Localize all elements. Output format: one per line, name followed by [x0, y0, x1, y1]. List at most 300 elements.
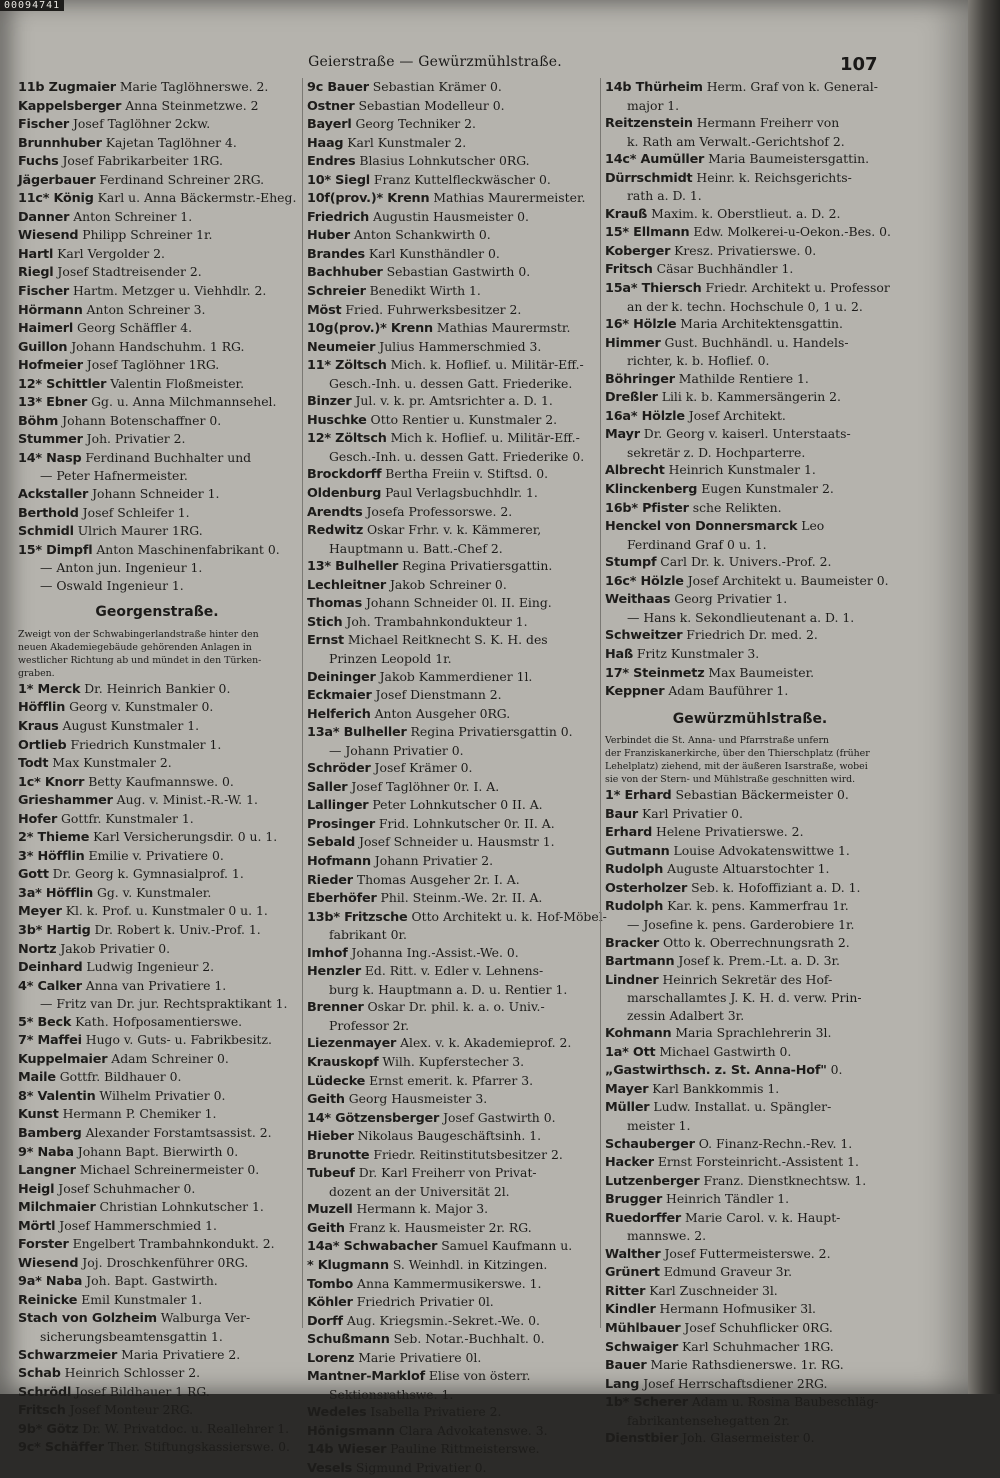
entry-details: Fried. Fuhrwerksbesitzer 2. — [341, 301, 522, 317]
entry-details: Phil. Steinm.-We. 2r. II. A. — [376, 890, 543, 906]
directory-entry — [18, 1438, 296, 1457]
entry-continuation — [307, 742, 599, 760]
entry-details: Josef Architekt. — [684, 407, 786, 423]
entry-name: Bartmann — [605, 954, 675, 970]
directory-entry — [18, 208, 296, 227]
directory-entry — [18, 1124, 296, 1143]
entry-details: Georg v. Kunstmaler 0. — [65, 699, 214, 715]
entry-details: Jakob Schreiner 0. — [386, 576, 507, 592]
entry-details: Anton Schreiner 3. — [82, 301, 206, 317]
entry-name: Neumeier — [307, 339, 376, 355]
directory-entry — [307, 1459, 599, 1478]
entry-details: Anna van Privatiere 1. — [81, 977, 227, 993]
directory-entry — [18, 865, 296, 884]
entry-name: Reinicke — [18, 1292, 78, 1308]
entry-name: 17* Steinmetz — [605, 665, 705, 681]
directory-entry — [307, 871, 599, 890]
entry-name: 12* Zöltsch — [307, 431, 387, 447]
entry-name: Kunst — [18, 1107, 59, 1123]
entry-details: Max Kunstmaler 2. — [48, 755, 172, 771]
directory-entry — [605, 114, 895, 133]
entry-name: 7* Maffei — [18, 1033, 82, 1049]
entry-details: Joh. Bapt. Gastwirth. — [82, 1273, 218, 1289]
directory-entry — [307, 723, 599, 742]
entry-name: 16* Hölzle — [605, 317, 677, 333]
entry-details: Johann Schneider 0l. II. Eing. — [362, 595, 552, 611]
directory-entry — [18, 245, 296, 264]
directory-entry — [605, 860, 895, 879]
entry-details: Ed. Ritt. v. Edler v. Lehnens- — [360, 963, 544, 979]
entry-name: Vesels — [307, 1461, 352, 1477]
entry-name: Mörtl — [18, 1218, 56, 1234]
entry-name: Reitzenstein — [605, 116, 693, 132]
directory-entry — [605, 553, 895, 572]
entry-continuation — [307, 1183, 599, 1201]
directory-entry — [18, 847, 296, 866]
entry-details: — Anton jun. Ingenieur 1. — [40, 560, 203, 576]
entry-details: Regina Privatiersgattin. — [398, 558, 553, 574]
entry-name: Schröder — [307, 761, 371, 777]
entry-details: meister 1. — [627, 1117, 691, 1133]
directory-entry — [307, 1256, 599, 1275]
entry-details: Heinr. k. Reichsgerichts- — [692, 169, 852, 185]
entry-details: August Kunstmaler 1. — [58, 717, 200, 733]
entry-details: Philipp Schreiner 1r. — [78, 227, 213, 243]
directory-entry — [18, 958, 296, 977]
entry-details: Aug. v. Minist.-R.-W. 1. — [112, 792, 258, 808]
entry-details: Blasius Lohnkutscher 0RG. — [355, 153, 530, 169]
entry-name: Heigl — [18, 1181, 55, 1197]
entry-name: 14b Thürheim — [605, 80, 703, 95]
entry-continuation — [18, 577, 296, 595]
directory-entry — [307, 705, 599, 724]
entry-details: Mich. k. Hoflief. u. Militär-Eff.- — [386, 357, 584, 373]
directory-entry — [605, 786, 895, 805]
entry-name: Schweitzer — [605, 628, 683, 644]
entry-details: Sigmund Privatier 0. — [351, 1460, 487, 1476]
entry-details: Otto k. Oberrechnungsrath 2. — [659, 934, 850, 950]
entry-name: Brunotte — [307, 1147, 370, 1163]
entry-details: Josef Krämer 0. — [370, 760, 473, 776]
directory-entry — [18, 134, 296, 153]
entry-name: Guillon — [18, 339, 68, 355]
entry-continuation — [307, 448, 599, 466]
entry-details: Josef Taglöhner 2ckw. — [69, 116, 211, 132]
entry-details: Gg. u. Anna Milchmannsehel. — [87, 394, 277, 410]
entry-name: Lang — [605, 1376, 640, 1392]
entry-name: 13a* Bulheller — [307, 725, 407, 741]
directory-entry — [307, 338, 599, 357]
entry-name: 9c* Schäffer — [18, 1440, 104, 1456]
entry-name: Hartl — [18, 246, 54, 262]
entry-name: Mayr — [605, 427, 640, 443]
entry-details: Johann Schneider 1. — [88, 486, 220, 502]
entry-name: Dienstbier — [605, 1431, 679, 1447]
directory-entry — [18, 171, 296, 190]
directory-entry — [18, 1420, 296, 1439]
entry-details: Herm. Graf von k. General- — [702, 79, 878, 94]
directory-entry — [605, 1338, 895, 1357]
entry-name: Haß — [605, 646, 633, 662]
entry-name: Henzler — [307, 964, 361, 980]
entry-details: Mathias Maurermstr. — [432, 320, 571, 336]
entry-name: Wiesend — [18, 228, 79, 244]
directory-entry — [307, 889, 599, 908]
entry-name: Gott — [18, 867, 49, 883]
entry-details: Ferdinand Buchhalter und — [81, 449, 252, 465]
entry-name: Lallinger — [307, 798, 369, 814]
entry-details: Georg Hausmeister 3. — [344, 1091, 488, 1107]
directory-entry — [605, 897, 895, 916]
directory-entry — [18, 1068, 296, 1087]
entry-name: Danner — [18, 209, 70, 225]
entry-name: Henckel von Donnersmarck — [605, 519, 798, 535]
entry-continuation — [605, 1007, 895, 1025]
directory-entry — [605, 1429, 895, 1448]
directory-entry — [605, 1024, 895, 1043]
directory-entry — [18, 977, 296, 996]
entry-details: — Oswald Ingenieur 1. — [40, 577, 184, 593]
entry-details: Josef Gastwirth 0. — [439, 1109, 556, 1125]
entry-details: sche Relikten. — [688, 499, 782, 515]
entry-name: Brandes — [307, 246, 365, 262]
entry-continuation — [18, 559, 296, 577]
entry-continuation — [605, 1227, 895, 1245]
entry-details: Joh. Privatier 2. — [82, 431, 186, 447]
entry-details: Josef Stadtreisender 2. — [53, 264, 202, 280]
entry-name: Hönigsmann — [307, 1423, 395, 1439]
directory-entry — [605, 572, 895, 591]
directory-entry — [18, 1143, 296, 1162]
entry-name: Brunnhuber — [18, 135, 102, 151]
directory-entry — [307, 1219, 599, 1238]
directory-entry — [307, 503, 599, 522]
entry-name: 1a* Ott — [605, 1044, 656, 1060]
directory-entry — [307, 152, 599, 171]
entry-details: Fritz Kunstmaler 3. — [632, 645, 760, 661]
directory-entry — [307, 134, 599, 153]
entry-details: — Hans k. Sekondlieutenant a. D. 1. — [627, 609, 855, 625]
entry-details: Georg Privatier 1. — [670, 591, 788, 607]
entry-name: Schußmann — [307, 1332, 390, 1348]
entry-name: 1c* Knorr — [18, 774, 85, 790]
entry-details: Karl Zuschneider 3l. — [645, 1282, 778, 1298]
entry-continuation — [605, 133, 895, 151]
directory-entry — [18, 717, 296, 736]
entry-name: Schrödl — [18, 1384, 72, 1400]
directory-entry — [18, 1217, 296, 1236]
entry-details: Karl Vergolder 2. — [53, 245, 165, 261]
entry-continuation — [605, 97, 895, 115]
entry-details: Sektionsrathswe. 1. — [329, 1386, 454, 1402]
directory-entry — [307, 613, 599, 632]
directory-entry — [18, 902, 296, 921]
directory-entry — [605, 425, 895, 444]
entry-details: Max Baumeister. — [704, 664, 815, 680]
entry-details: zessin Adalbert 3r. — [627, 1007, 745, 1023]
entry-name: Gutmann — [605, 843, 670, 859]
entry-name: Brenner — [307, 1000, 364, 1016]
entry-name: Helferich — [307, 706, 371, 722]
directory-entry — [18, 1161, 296, 1180]
directory-entry — [307, 171, 599, 190]
entry-details: Maria Sprachlehrerin 3l. — [671, 1025, 832, 1041]
directory-entry — [18, 810, 296, 829]
entry-name: Berthold — [18, 505, 79, 521]
directory-entry — [605, 1282, 895, 1301]
directory-entry — [605, 242, 895, 261]
entry-details: Mich k. Hoflief. u. Militär-Eff.- — [386, 430, 580, 446]
entry-details: Kath. Hofposamentierswe. — [71, 1013, 243, 1029]
directory-entry — [605, 205, 895, 224]
entry-details: Kajetan Taglöhner 4. — [101, 134, 237, 150]
entry-details: Maria Baumeistersgattin. — [704, 151, 870, 167]
entry-details: Augustin Hausmeister 0. — [369, 208, 529, 224]
entry-details: Dr. Karl Freiherr von Privat- — [354, 1165, 537, 1181]
directory-entry — [307, 1422, 599, 1441]
entry-details: Ulrich Maurer 1RG. — [73, 523, 203, 539]
entry-details: Josef Monteur 2RG. — [65, 1402, 194, 1418]
directory-entry — [18, 1383, 296, 1402]
section-description: der Franziskanerkirche, über den Thierschplatz (früher — [605, 748, 870, 760]
entry-details: — Peter Hafnermeister. — [40, 468, 188, 484]
entry-details: Thomas Ausgeher 2r. I. A. — [352, 871, 520, 887]
entry-name: Nortz — [18, 941, 57, 957]
entry-details: Bertha Freiin v. Stiftsd. 0. — [381, 466, 549, 482]
entry-name: Mayer — [605, 1081, 649, 1097]
entry-name: Himmer — [605, 335, 661, 351]
directory-entry — [18, 541, 296, 560]
directory-entry — [18, 356, 296, 375]
entry-details: Emilie v. Privatiere 0. — [84, 847, 224, 863]
directory-entry — [605, 461, 895, 480]
entry-name: Rieder — [307, 872, 353, 888]
entry-continuation — [307, 1386, 599, 1404]
directory-entry — [18, 282, 296, 301]
entry-name: Kuppelmaier — [18, 1051, 108, 1067]
entry-details: Marie Taglöhnerswe. 2. — [115, 79, 269, 94]
entry-name: 14c* Aumüller — [605, 152, 705, 168]
entry-continuation — [307, 540, 599, 558]
entry-name: Kraus — [18, 718, 59, 734]
entry-name: 14* Nasp — [18, 450, 82, 466]
entry-details: Johann Privatier 2. — [370, 852, 494, 868]
entry-name: Redwitz — [307, 523, 364, 539]
entry-details: sicherungsbeamtensgattin 1. — [40, 1329, 223, 1344]
entry-name: Hofmann — [307, 853, 371, 869]
section-heading: Georgenstraße. — [95, 604, 219, 621]
directory-entry — [605, 590, 895, 609]
entry-details: Sebastian Bäckermeister 0. — [671, 787, 849, 803]
entry-details: Edw. Molkerei-u-Oekon.-Bes. 0. — [689, 224, 891, 240]
entry-name: Eckmaier — [307, 688, 372, 704]
entry-name: Fischer — [18, 284, 70, 300]
directory-entry — [307, 429, 599, 448]
entry-details: Heinrich Kunstmaler 1. — [664, 462, 816, 478]
entry-details: Professor 2r. — [329, 1017, 410, 1033]
entry-name: Ortlieb — [18, 737, 67, 753]
directory-entry — [18, 1364, 296, 1383]
entry-details: Hauptmann u. Batt.-Chef 2. — [329, 540, 503, 556]
directory-entry — [307, 78, 599, 97]
entry-name: Stumpf — [605, 555, 657, 571]
directory-entry — [605, 480, 895, 499]
entry-details: Ernst emerit. k. Pfarrer 3. — [365, 1072, 534, 1088]
entry-name: 5* Beck — [18, 1014, 72, 1030]
directory-entry — [18, 504, 296, 523]
entry-details: richter, k. b. Hoflief. 0. — [627, 353, 770, 369]
directory-entry — [307, 282, 599, 301]
entry-details: dozent an der Universität 2l. — [329, 1183, 510, 1199]
entry-name: Grieshammer — [18, 793, 113, 809]
entry-name: Schreier — [307, 284, 366, 300]
entry-details: Emil Kunstmaler 1. — [77, 1291, 203, 1307]
entry-name: Fritsch — [605, 262, 653, 278]
directory-entry — [307, 1293, 599, 1312]
directory-entry — [605, 517, 895, 536]
entry-name: Bracker — [605, 935, 660, 951]
directory-entry — [605, 1209, 895, 1228]
directory-entry — [307, 759, 599, 778]
entry-name: Ruedorffer — [605, 1210, 682, 1226]
entry-name: Osterholzer — [605, 880, 688, 896]
entry-details: Josef k. Prem.-Lt. a. D. 3r. — [674, 953, 840, 969]
directory-entry — [307, 1109, 599, 1128]
entry-name: Müller — [605, 1100, 650, 1116]
entry-name: „Gastwirthsch. z. St. Anna-Hof" — [605, 1063, 827, 1079]
directory-entry — [605, 1245, 895, 1264]
scan-id-label: 00094741 — [0, 0, 64, 11]
column-left — [18, 78, 297, 1456]
entry-details: fabrikant 0r. — [329, 927, 407, 943]
directory-entry — [18, 152, 296, 171]
entry-name: Endres — [307, 154, 356, 170]
entry-name: Weithaas — [605, 592, 671, 608]
entry-name: Deininger — [307, 669, 376, 685]
directory-entry — [605, 626, 895, 645]
directory-entry — [307, 301, 599, 320]
entry-name: Koberger — [605, 243, 671, 259]
directory-entry — [18, 393, 296, 412]
entry-name: Langner — [18, 1163, 76, 1179]
entry-details: Maria Privatiere 2. — [117, 1346, 241, 1362]
entry-details: Johann Handschuhm. 1 RG. — [67, 338, 245, 354]
entry-name: Bauer — [605, 1358, 647, 1374]
entry-details: Michael Schreinermeister 0. — [75, 1162, 260, 1178]
directory-entry — [18, 319, 296, 338]
entry-details: Hermann Freiherr von — [692, 115, 840, 131]
entry-continuation — [605, 1412, 895, 1430]
entry-details: Karl u. Anna Bäckermstr.-Eheg. — [93, 190, 297, 206]
entry-continuation — [605, 298, 895, 316]
entry-details: Hermann Hofmusiker 3l. — [655, 1301, 816, 1317]
entry-name: Kappelsberger — [18, 98, 122, 114]
entry-continuation — [605, 352, 895, 370]
entry-details: Cäsar Buchhändler 1. — [652, 261, 794, 277]
directory-entry — [605, 1172, 895, 1191]
entry-details: Prinzen Leopold 1r. — [329, 650, 452, 666]
directory-entry — [605, 842, 895, 861]
entry-details: Anton Maschinenfabrikant 0. — [92, 541, 280, 557]
entry-details: Josef Schleifer 1. — [78, 504, 190, 520]
entry-details: Ludwig Ingenieur 2. — [82, 959, 215, 975]
directory-entry — [18, 485, 296, 504]
directory-entry — [307, 356, 599, 375]
entry-details: Peter Lohnkutscher 0 II. A. — [368, 797, 543, 813]
entry-continuation — [307, 375, 599, 393]
directory-entry — [307, 908, 607, 927]
directory-entry — [605, 334, 895, 353]
column-right — [600, 78, 895, 1447]
entry-name: Schauberger — [605, 1136, 695, 1152]
directory-entry — [605, 1190, 895, 1209]
entry-details: Alexander Forstamtsassist. 2. — [81, 1124, 272, 1140]
entry-details: Samuel Kaufmann u. — [437, 1238, 573, 1254]
entry-details: Benedikt Wirth 1. — [365, 283, 481, 299]
section-description: Zweigt von der Schwabingerlandstraße hinter den — [18, 628, 259, 640]
entry-name: Albrecht — [605, 463, 665, 479]
entry-details: Ferdinand Schreiner 2RG. — [95, 171, 265, 187]
entry-details: Gottfr. Bildhauer 0. — [55, 1069, 182, 1085]
entry-name: Böhm — [18, 413, 59, 429]
entry-name: Grünert — [605, 1265, 660, 1281]
entry-name: 4* Calker — [18, 978, 82, 994]
entry-name: Lüdecke — [307, 1073, 366, 1089]
section-description: neuen Akademiegebäude gehörenden Anlagen in — [18, 641, 252, 653]
directory-entry — [18, 1105, 296, 1124]
directory-entry — [18, 791, 296, 810]
directory-entry — [605, 499, 895, 518]
entry-name: Rudolph — [605, 899, 664, 915]
entry-name: Tombo — [307, 1276, 354, 1292]
entry-name: Brockdorff — [307, 467, 382, 483]
entry-details: Kar. k. pens. Kammerfrau 1r. — [663, 898, 849, 914]
entry-name: 10f(prov.)* Krenn — [307, 191, 430, 207]
entry-name: Lorenz — [307, 1350, 355, 1366]
entry-name: 16c* Hölzle — [605, 573, 684, 589]
entry-details: Josef Schuhmacher 0. — [54, 1180, 196, 1196]
entry-details: Louise Advokatenswittwe 1. — [669, 842, 850, 858]
directory-entry — [605, 805, 895, 824]
entry-name: Fuchs — [18, 154, 59, 170]
entry-details: Karl Kunsthändler 0. — [364, 245, 500, 261]
directory-entry — [18, 449, 296, 468]
entry-details: Sebastian Modelleur 0. — [354, 97, 505, 113]
entry-name: Lechleitner — [307, 577, 386, 593]
entry-details: Joj. Droschkenführer 0RG. — [78, 1254, 249, 1270]
entry-name: Bachhuber — [307, 265, 383, 281]
entry-name: Hieber — [307, 1129, 354, 1145]
entry-name: 16b* Pfister — [605, 500, 689, 516]
directory-entry — [307, 833, 599, 852]
entry-name: Kindler — [605, 1302, 656, 1318]
entry-details: Heinrich Tändler 1. — [662, 1191, 790, 1207]
entry-name: Wedeles — [307, 1405, 367, 1421]
entry-continuation — [605, 536, 895, 554]
entry-details: Karl Privatier 0. — [638, 805, 743, 821]
entry-details: Adam Schreiner 0. — [107, 1050, 229, 1066]
entry-details: Adam Bauführer 1. — [664, 683, 789, 699]
directory-entry — [18, 338, 296, 357]
entry-name: 13* Ebner — [18, 395, 88, 411]
entry-details: Joh. Trambahnkondukteur 1. — [342, 613, 528, 629]
entry-details: Franz Kuttelfleckwäscher 0. — [369, 171, 551, 187]
entry-details: Josef Taglöhner 1RG. — [82, 357, 220, 373]
directory-entry — [18, 1180, 296, 1199]
entry-details: Hugo v. Guts- u. Fabrikbesitz. — [81, 1032, 272, 1048]
entry-details: Wilh. Kupferstecher 3. — [378, 1053, 525, 1069]
entry-details: Johanna Ing.-Assist.-We. 0. — [347, 944, 519, 960]
